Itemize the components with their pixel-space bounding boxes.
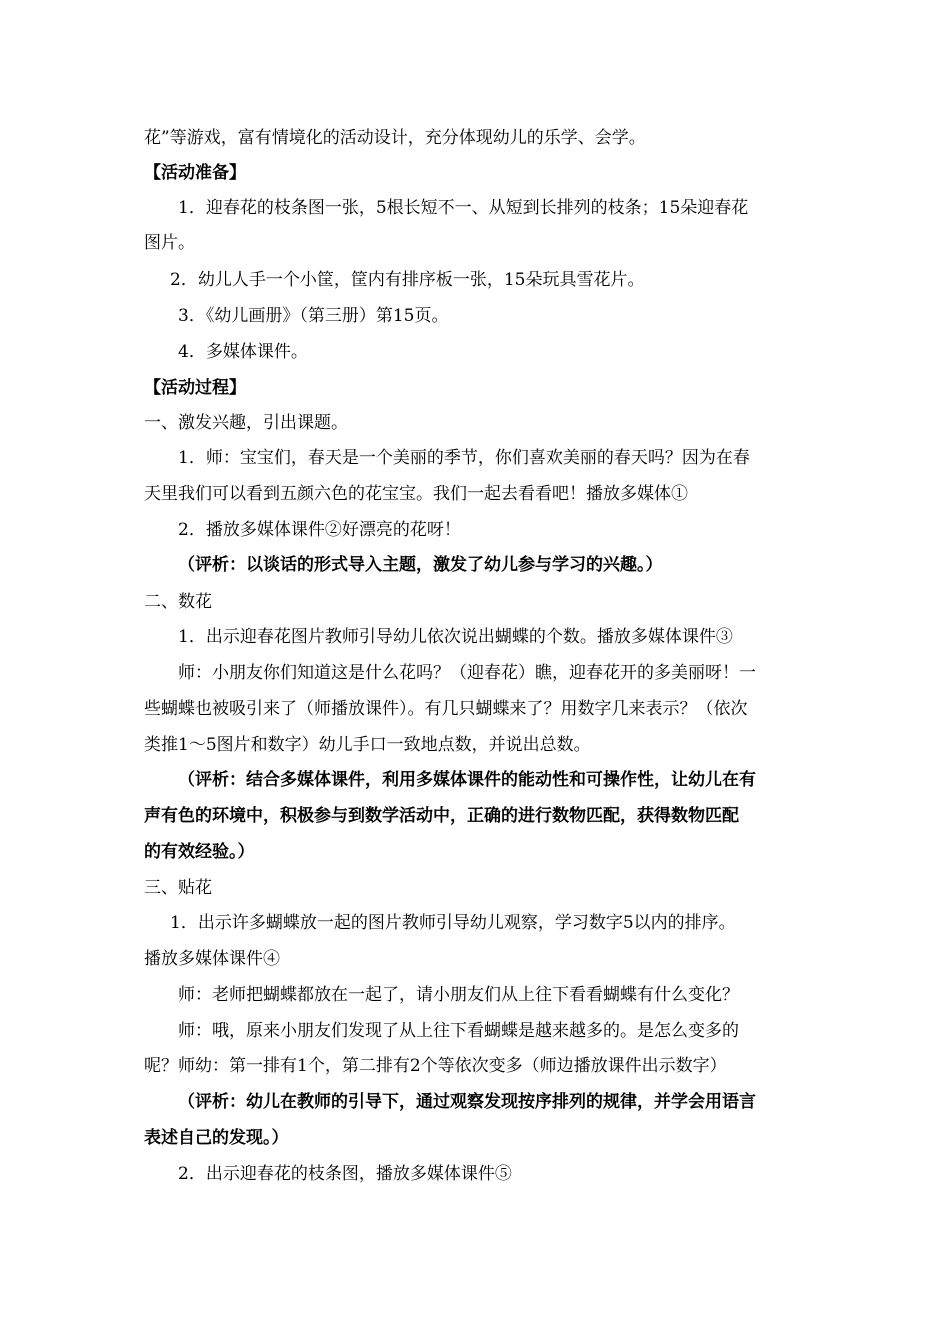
text-line: 1．师：宝宝们，春天是一个美丽的季节，你们喜欢美丽的春天吗？因为在春 — [178, 448, 750, 468]
text-line: 4．多媒体课件。 — [178, 342, 308, 362]
text-line: 3．《幼儿画册》（第三册）第15页。 — [178, 306, 449, 326]
text-line: 三、贴花 — [144, 878, 212, 898]
text-line: 花”等游戏，富有情境化的活动设计，充分体现幼儿的乐学、会学。 — [144, 128, 646, 148]
text-line: 类推1～5图片和数字）幼儿手口一致地点数，并说出总数。 — [144, 735, 591, 755]
text-line: 些蝴蝶也被吸引来了（师播放课件）。有几只蝴蝶来了？用数字几来表示？（依次 — [144, 699, 748, 719]
text-line: 一、激发兴趣，引出课题。 — [144, 413, 348, 433]
commentary-line: 表述自己的发现。） — [144, 1128, 289, 1148]
text-line: 二、数花 — [144, 592, 212, 612]
text-line: 1．出示迎春花图片教师引导幼儿依次说出蝴蝶的个数。播放多媒体课件③ — [178, 627, 733, 647]
section-heading: 【活动过程】 — [144, 378, 246, 398]
text-line: 图片。 — [144, 233, 195, 253]
text-line: 天里我们可以看到五颜六色的花宝宝。我们一起去看看吧！播放多媒体① — [144, 484, 688, 504]
text-line: 2．幼儿人手一个小筐，筐内有排序板一张，15朵玩具雪花片。 — [170, 270, 645, 290]
text-line: 播放多媒体课件④ — [144, 949, 280, 969]
commentary-line: （评析：结合多媒体课件，利用多媒体课件的能动性和可操作性，让幼儿在有 — [178, 770, 756, 790]
text-line: 师：小朋友你们知道这是什么花吗？（迎春花）瞧，迎春花开的多美丽呀！一 — [178, 663, 756, 683]
text-line: 师：哦，原来小朋友们发现了从上往下看蝴蝶是越来越多的。是怎么变多的 — [178, 1021, 739, 1041]
text-line: 呢？师幼：第一排有1个，第二排有2个等依次变多（师边播放课件出示数字） — [144, 1056, 727, 1076]
section-heading: 【活动准备】 — [144, 163, 246, 183]
commentary-line: 声有色的环境中，积极参与到数学活动中，正确的进行数物匹配，获得数物匹配 — [144, 806, 739, 826]
text-line: 师：老师把蝴蝶都放在一起了，请小朋友们从上往下看看蝴蝶有什么变化？ — [178, 985, 739, 1005]
text-line: 2．出示迎春花的枝条图，播放多媒体课件⑤ — [178, 1164, 512, 1184]
commentary-line: （评析：以谈话的形式导入主题，激发了幼儿参与学习的兴趣。） — [178, 555, 663, 575]
commentary-line: 的有效经验。） — [144, 842, 255, 862]
text-line: 1．出示许多蝴蝶放一起的图片教师引导幼儿观察，学习数字5以内的排序。 — [170, 913, 736, 933]
text-line: 2．播放多媒体课件②好漂亮的花呀！ — [178, 520, 461, 540]
text-line: 1．迎春花的枝条图一张，5根长短不一、从短到长排列的枝条；15朵迎春花 — [178, 198, 749, 218]
commentary-line: （评析：幼儿在教师的引导下，通过观察发现按序排列的规律，并学会用语言 — [178, 1092, 756, 1112]
